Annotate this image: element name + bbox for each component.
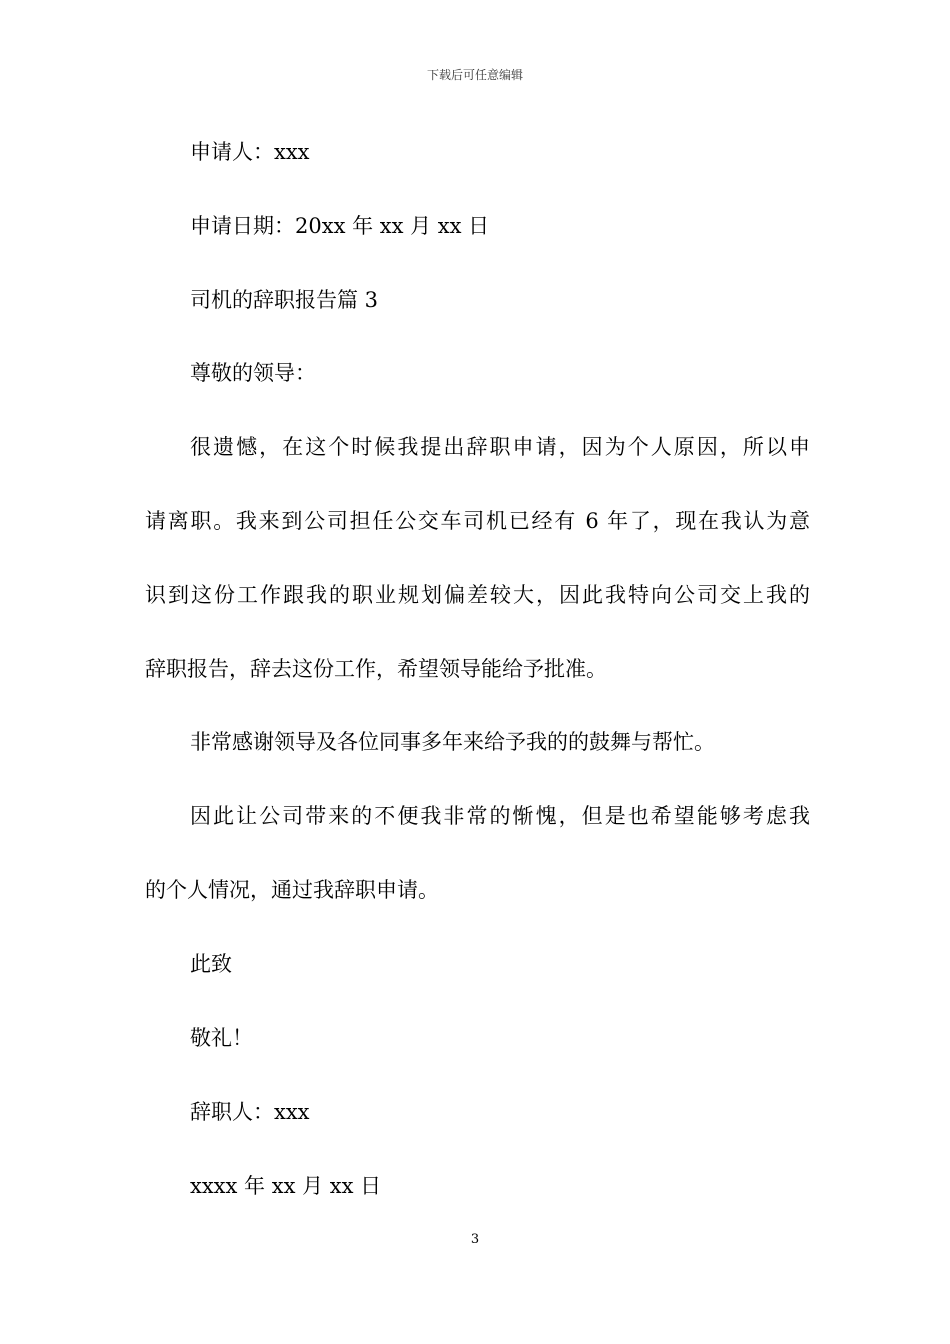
page-header: 下载后可任意编辑	[426, 68, 523, 82]
paragraph-1-line-1: 很遗憾，在这个时候我提出辞职申请，因为个人原因，所以申	[190, 435, 810, 459]
paragraph-2: 非常感谢领导及各位同事多年来给予我的的鼓舞与帮忙。	[190, 730, 715, 754]
applicant-line: 申请人：xxx	[190, 140, 310, 164]
section-title: 司机的辞职报告篇 3	[190, 288, 379, 312]
paragraph-3-line-1: 因此让公司带来的不便我非常的惭愧，但是也希望能够考虑我	[190, 804, 810, 828]
salutation: 尊敬的领导：	[190, 361, 316, 385]
closing-2: 敬礼！	[190, 1026, 253, 1050]
page-number: 3	[470, 1232, 480, 1247]
paragraph-1-line-2: 请离职。我来到公司担任公交车司机已经有 6 年了，现在我认为意	[145, 509, 810, 533]
application-date-line: 申请日期：20xx 年 xx 月 xx 日	[190, 214, 490, 238]
closing-1: 此致	[190, 952, 232, 976]
paragraph-3-line-2: 的个人情况，通过我辞职申请。	[145, 878, 439, 902]
signature-date-line: xxxx 年 xx 月 xx 日	[190, 1174, 382, 1198]
resigner-line: 辞职人：xxx	[190, 1100, 310, 1124]
paragraph-1-line-3: 识到这份工作跟我的职业规划偏差较大，因此我特向公司交上我的	[145, 583, 810, 607]
paragraph-1-line-4: 辞职报告，辞去这份工作，希望领导能给予批准。	[145, 657, 607, 681]
